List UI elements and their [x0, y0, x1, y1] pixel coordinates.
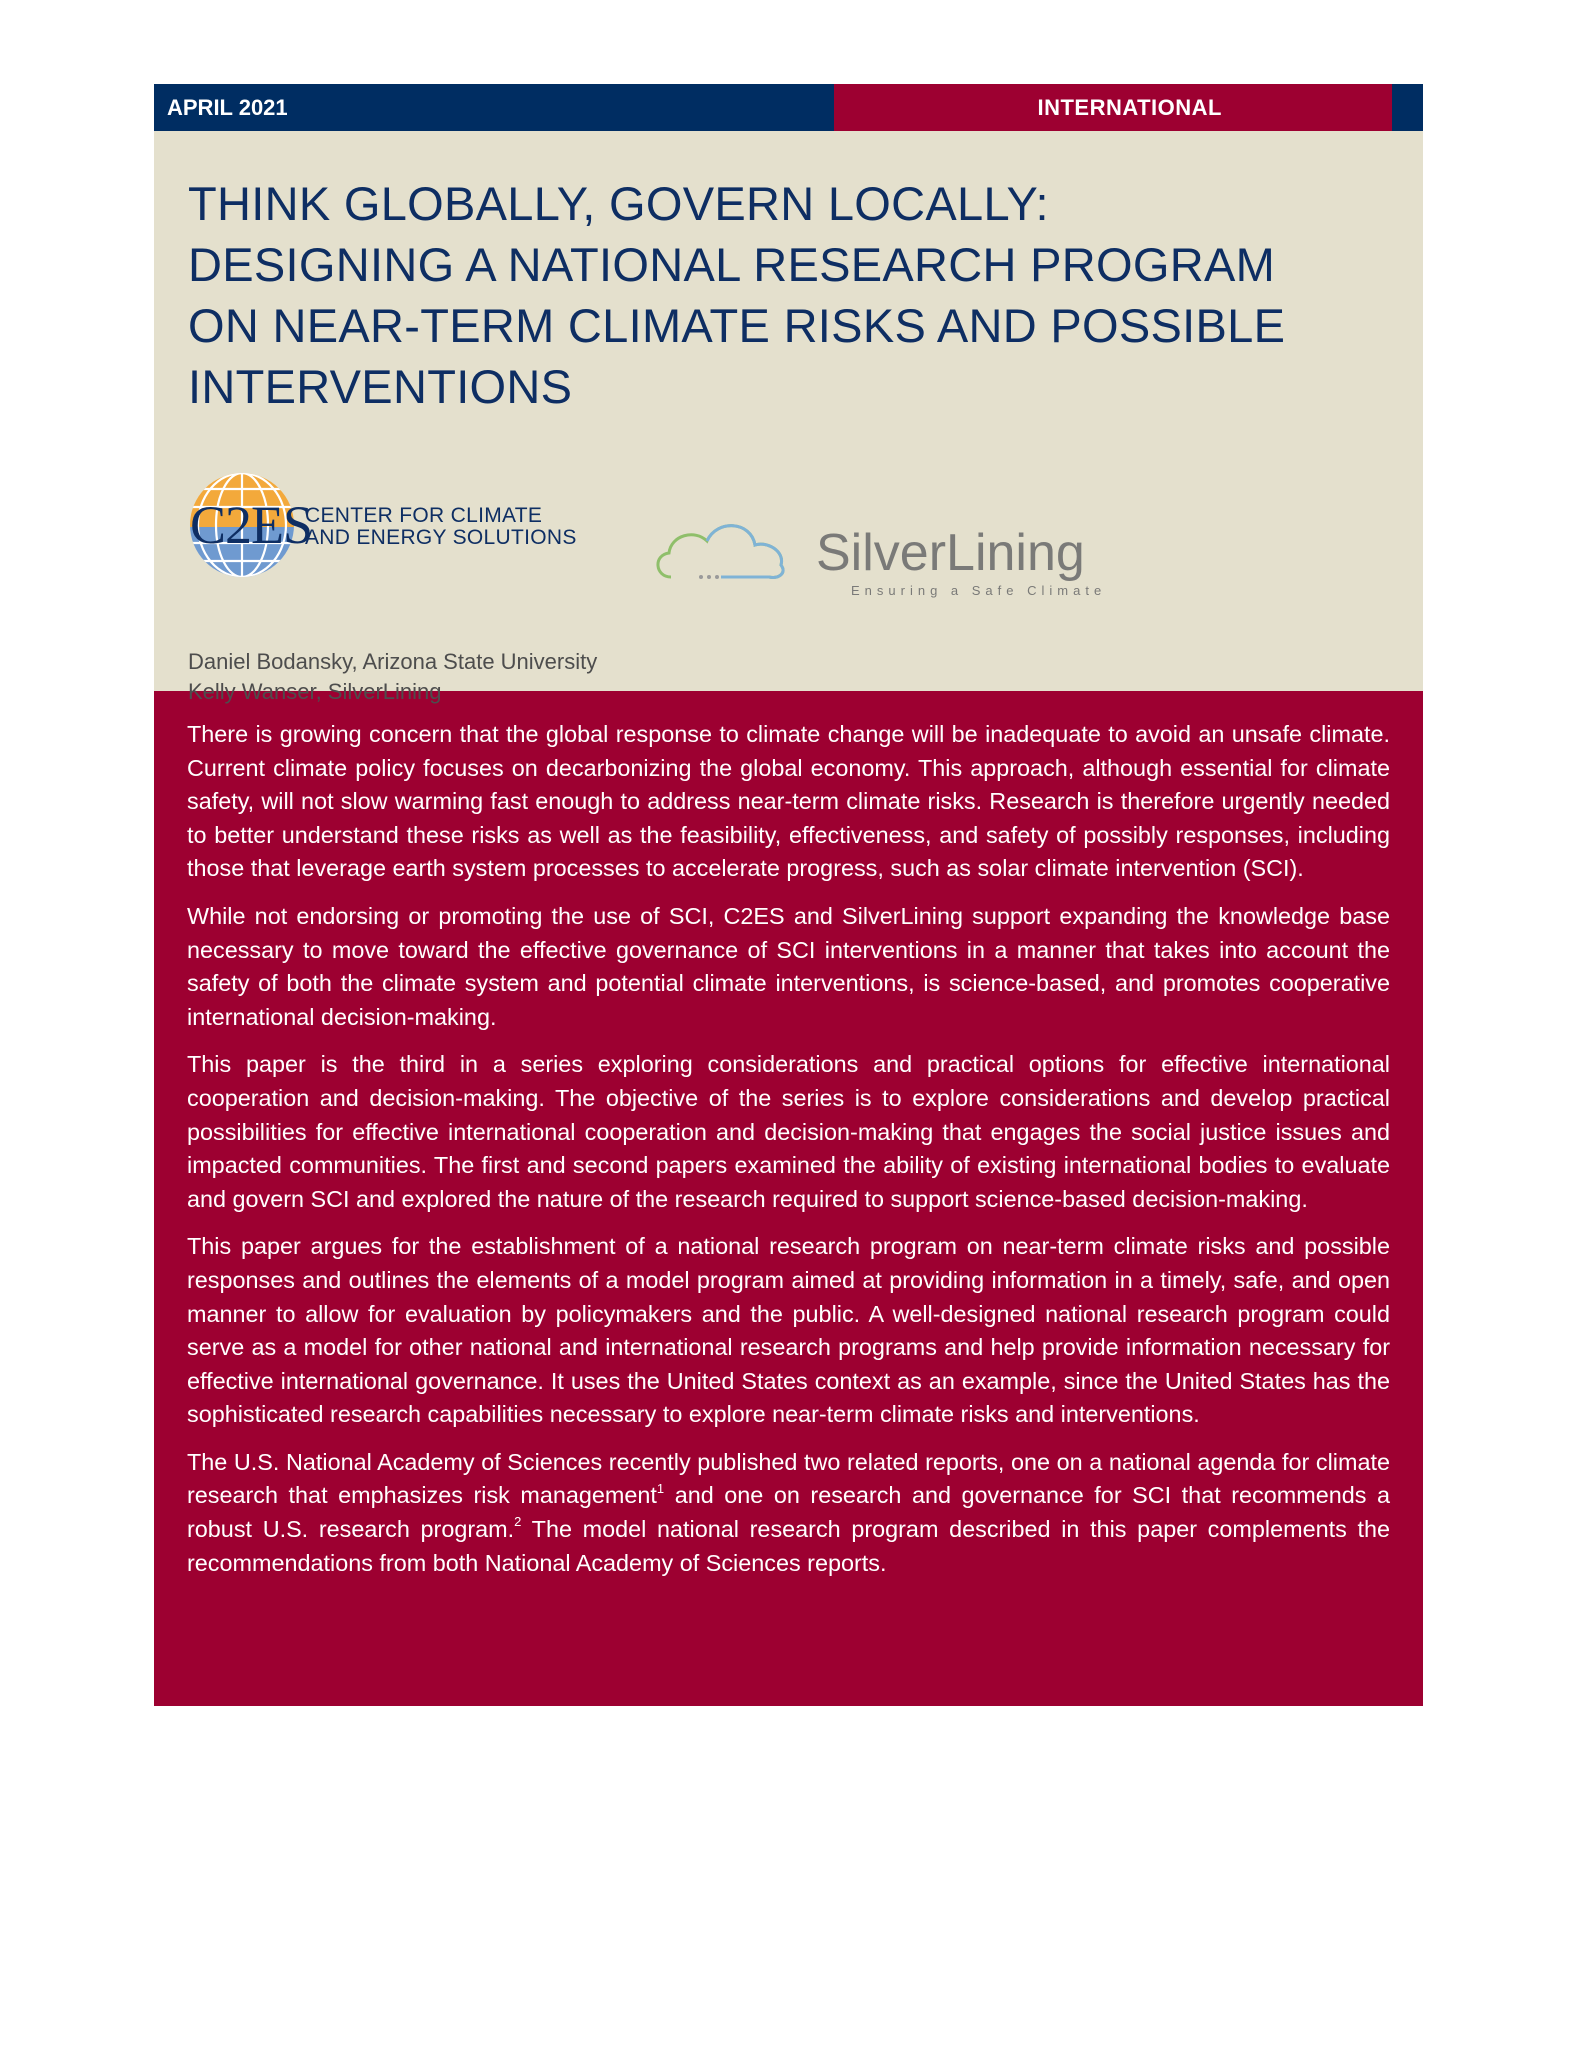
silverlining-wordmark: SilverLining — [816, 524, 1085, 582]
section-label: INTERNATIONAL — [834, 84, 1392, 131]
silverlining-tagline: Ensuring a Safe Climate — [851, 583, 1107, 598]
author: Daniel Bodansky, Arizona State University — [188, 649, 598, 674]
c2es-full-name — [305, 505, 577, 549]
c2es-name-line: CENTER FOR CLIMATE — [305, 504, 543, 527]
publication-date: APRIL 2021 — [154, 84, 834, 131]
author: Kelly Wanser, SilverLining — [188, 679, 442, 704]
c2es-name-line: AND ENERGY SOLUTIONS — [305, 526, 577, 549]
footnote-ref[interactable]: 2 — [514, 1514, 522, 1530]
c2es-logo — [188, 471, 588, 583]
abstract-paragraph: There is growing concern that the global response to climate change will be inadequate to avoid an unsafe climate. Current climate policy focuses on decarbonizing the global economy. This approach, although essential for climate safety, will not slow warming fast enough to address near-term climate risks. Research is therefore urgently needed to better understand these risks as well as the feasibility, effectiveness, and safety of possibly responses, including those that leverage earth system processes to accelerate progress, such as solar climate intervention (SCI). — [187, 721, 1390, 882]
silverlining-logo — [651, 517, 1151, 607]
footnote-ref[interactable]: 1 — [656, 1480, 665, 1496]
abstract-paragraph: This paper argues for the establishment of a national research program on near-term climate risks and possible responses and outlines the elements of a model program aimed at providing information in a timely, safe, and open manner to allow for evaluation by policymakers and the public. A well-designed national research program could serve as a model for other national and international research programs and help provide information necessary for effective international governance. It uses the United States context as an example, since the United States has the sophisticated research capabilities necessary to explore near-term climate risks and interventions. — [187, 1233, 1390, 1428]
title-panel — [154, 131, 1423, 704]
report-title — [188, 173, 1388, 417]
author-list — [188, 647, 597, 707]
title-line: THINK GLOBALLY, GOVERN LOCALLY: — [188, 177, 1049, 230]
report-page — [154, 84, 1423, 1706]
title-line: ON NEAR-TERM CLIMATE RISKS AND POSSIBLE — [188, 299, 1286, 352]
title-line: DESIGNING A NATIONAL RESEARCH PROGRAM — [188, 238, 1276, 291]
abstract-paragraph — [187, 1446, 1390, 1580]
cloud-icon — [651, 517, 791, 589]
abstract-paragraph: This paper is the third in a series exploring considerations and practical options for effective international cooperation and decision-making. The objective of the series is to explore considerations and develop practical possibilities for effective international cooperation and decision-making that engages the social justice issues and impacted communities. The first and second papers examined the ability of existing international bodies to evaluate and govern SCI and explored the nature of the research required to support science-based decision-making. — [187, 1051, 1390, 1212]
paragraph-text: The U.S. National Academy of Sciences recently published two related reports, one on a national agenda for climate research that emphasizes risk management — [187, 1448, 1390, 1509]
paragraph-text: and one on research and governance for SCI that recommends a robust U.S. research program. — [187, 1482, 1390, 1543]
paragraph-text: The model national research program described in this paper complements the recommendations from both National Academy of Sciences reports. — [187, 1516, 1390, 1576]
c2es-wordmark: C2ES — [190, 495, 313, 555]
abstract-paragraph: While not endorsing or promoting the use of SCI, C2ES and SilverLining support expanding the knowledge base necessary to move toward the effective governance of SCI interventions in a manner that takes into account the safety of both the climate system and potential climate interventions, is science-based, and promotes cooperative international decision-making. — [187, 902, 1390, 1030]
top-banner — [154, 84, 1423, 131]
banner-end-block — [1392, 84, 1423, 131]
title-line: INTERVENTIONS — [188, 360, 573, 413]
abstract-panel — [154, 691, 1423, 1706]
